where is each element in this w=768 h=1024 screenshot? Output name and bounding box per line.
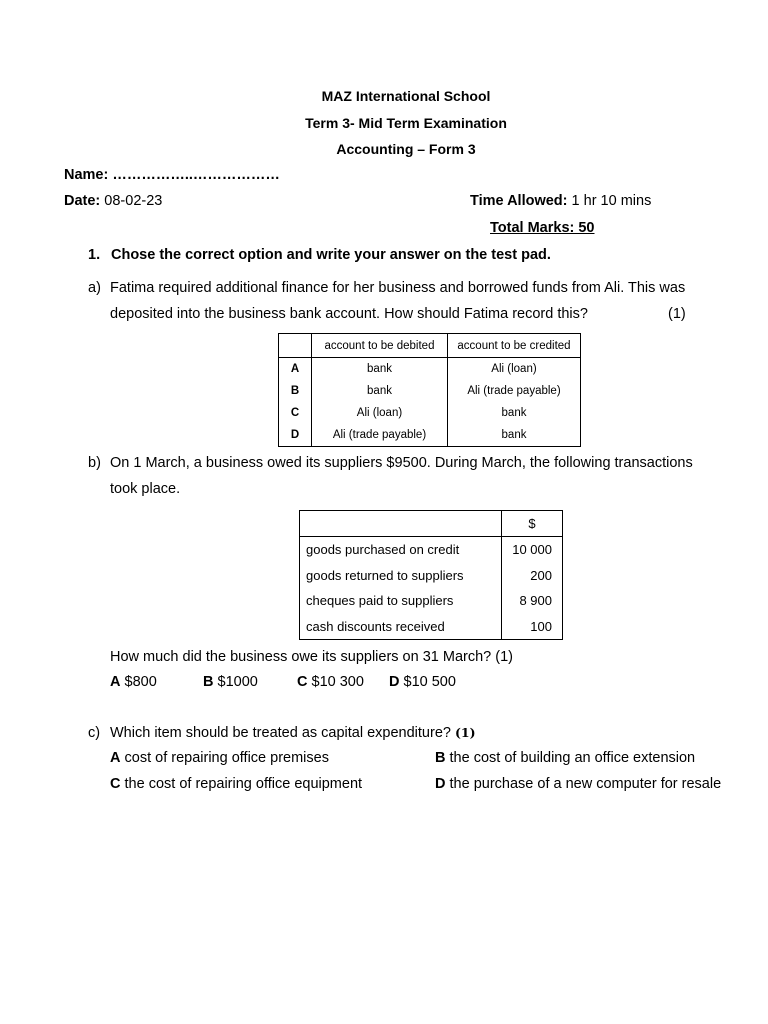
- qa-table-header-row: [279, 334, 581, 358]
- q1-instruction: Chose the correct option and write your answer on the test pad.: [111, 247, 551, 263]
- qb-amount: 8 900: [519, 593, 552, 608]
- qb-label: b): [88, 455, 101, 471]
- qa-line2: deposited into the business bank account. How should Fatima record this?: [110, 306, 588, 322]
- qb-amount: 10 000: [512, 542, 552, 557]
- qb-item: cash discounts received: [306, 618, 445, 634]
- qc-label: c): [88, 725, 101, 741]
- option-text: the purchase of a new computer for resale: [449, 776, 722, 792]
- time-allowed: [470, 193, 651, 209]
- school-name: MAZ International School: [321, 88, 491, 104]
- qb-option-c: [297, 674, 364, 690]
- qb-header-dollar: $: [502, 511, 563, 537]
- option-text: $1000: [217, 674, 258, 690]
- qc-option-a: [110, 750, 329, 766]
- qa-header-blank: [279, 334, 312, 358]
- qa-debited-cell: [312, 358, 448, 447]
- option-text: the cost of repairing office equipment: [124, 776, 363, 792]
- qc-option-b: [435, 750, 695, 766]
- time-value: 1 hr 10 mins: [571, 193, 652, 209]
- qa-credited: bank: [501, 407, 527, 419]
- qc-option-d: [435, 776, 721, 792]
- qa-debited: Ali (trade payable): [332, 429, 427, 441]
- qb-item: goods purchased on credit: [306, 542, 460, 557]
- qb-option-d: [389, 674, 456, 690]
- total-marks: Total Marks: 50: [490, 220, 595, 236]
- qb-option-a: [110, 674, 157, 690]
- qa-key: C: [290, 407, 300, 419]
- date-line: [64, 193, 162, 209]
- qb-table: [299, 510, 563, 640]
- option-key: A: [110, 750, 121, 766]
- option-text: $10 300: [311, 674, 364, 690]
- qb-question: How much did the business owe its suppliers on 31 March? (1): [110, 649, 513, 665]
- qb-option-b: [203, 674, 258, 690]
- qa-key: A: [290, 363, 300, 375]
- qa-credited: Ali (loan): [491, 363, 537, 375]
- option-text: the cost of building an office extension: [449, 750, 696, 766]
- q1-number: 1.: [88, 247, 101, 263]
- qb-line2: took place.: [110, 481, 181, 497]
- qa-key: D: [290, 429, 300, 441]
- option-key: B: [435, 750, 446, 766]
- exam-title: Term 3- Mid Term Examination: [305, 115, 507, 131]
- name-label: Name:: [64, 167, 109, 183]
- option-key: D: [435, 776, 446, 792]
- qa-debited: bank: [367, 363, 392, 375]
- option-key: C: [297, 674, 308, 690]
- qa-table-body: [279, 358, 581, 447]
- option-key: D: [389, 674, 400, 690]
- subject-title: Accounting – Form 3: [336, 141, 476, 157]
- qa-keys-cell: [279, 358, 312, 447]
- qc-question: Which item should be treated as capital expenditure?: [110, 725, 451, 741]
- qa-debited: bank: [367, 385, 392, 397]
- qc-question-line: [110, 725, 476, 741]
- qa-header-debited: account to be debited: [312, 334, 448, 358]
- name-line: [64, 167, 280, 183]
- option-key: A: [110, 674, 121, 690]
- qa-key: B: [290, 385, 300, 397]
- qc-option-c: [110, 776, 362, 792]
- qa-credited-cell: [448, 358, 581, 447]
- qa-label: a): [88, 280, 101, 296]
- qb-amounts-cell: [502, 537, 563, 640]
- qa-table: [278, 333, 581, 447]
- qb-table-header-row: [300, 511, 563, 537]
- qb-amount: 100: [530, 618, 552, 634]
- qb-item: goods returned to suppliers: [306, 567, 464, 583]
- qb-table-body: [300, 537, 563, 640]
- qb-item: cheques paid to suppliers: [306, 593, 454, 608]
- option-text: cost of repairing office premises: [124, 750, 329, 766]
- option-key: C: [110, 776, 121, 792]
- qb-items-cell: [300, 537, 502, 640]
- time-label: Time Allowed:: [470, 193, 568, 209]
- name-dots: ……………..………………: [112, 167, 280, 183]
- option-text: $800: [124, 674, 157, 690]
- date-label: Date:: [64, 193, 101, 209]
- option-key: B: [203, 674, 214, 690]
- qa-line1: Fatima required additional finance for her business and borrowed funds from Ali. This was: [110, 280, 686, 296]
- date-value: 08-02-23: [104, 193, 163, 209]
- qa-marks: (1): [668, 306, 686, 322]
- qc-marks: (1): [454, 725, 476, 740]
- qb-amount: 200: [530, 567, 552, 583]
- qa-header-credited: account to be credited: [448, 334, 581, 358]
- qa-credited: bank: [501, 429, 527, 441]
- qa-debited: Ali (loan): [356, 407, 403, 419]
- option-text: $10 500: [403, 674, 456, 690]
- qa-credited: Ali (trade payable): [467, 385, 561, 397]
- qb-line1: On 1 March, a business owed its suppliers $9500. During March, the following transactions: [110, 455, 693, 471]
- qb-header-blank: [300, 511, 502, 537]
